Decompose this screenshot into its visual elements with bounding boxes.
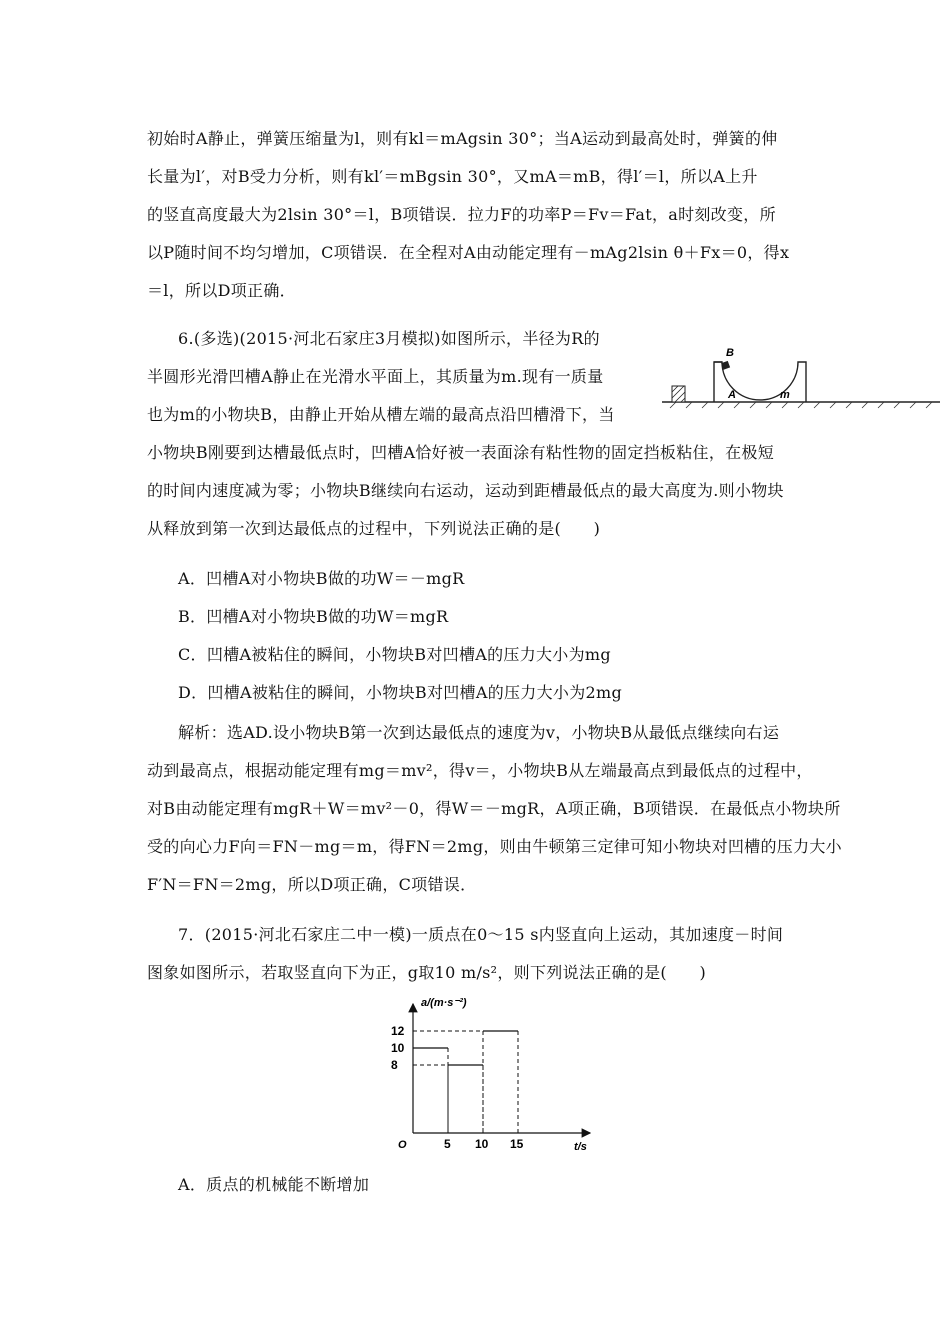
- label-a: A: [728, 389, 736, 401]
- text-line: ＝l，所以D项正确．: [147, 281, 296, 300]
- text-line: 长量为l′，对B受力分析，则有kl′＝mBgsin 30°，又mA＝mB，得l′＝l，所以A上升: [147, 167, 758, 186]
- text-line: 初始时A静止，弹簧压缩量为l，则有kl＝mAgsin 30°；当A运动到最高处时，弹簧的伸: [147, 129, 778, 148]
- text-line: 从释放到第一次到达最低点的过程中，下列说法正确的是( ): [147, 519, 601, 538]
- acceleration-chart-svg: [360, 990, 600, 1150]
- option-b: B．凹槽A对小物块B做的功W＝mgR: [178, 607, 449, 626]
- y-axis-label: a/(m·s⁻²): [421, 997, 467, 1009]
- x-tick-label: 5: [444, 1137, 451, 1150]
- origin-label: O: [398, 1139, 407, 1150]
- x-tick-label: 15: [510, 1137, 524, 1150]
- text-line: 小物块B刚要到达槽最低点时，凹槽A恰好被一表面涂有粘性物的固定挡板粘住，在极短: [147, 443, 775, 462]
- text-line: 解析：选AD.设小物块B第一次到达最低点的速度为v，小物块B从最低点继续向右运: [178, 723, 780, 742]
- label-b: B: [726, 347, 734, 359]
- q7-option-a: A．质点的机械能不断增加: [178, 1175, 370, 1194]
- y-tick-label: 12: [391, 1024, 405, 1038]
- option-d: D．凹槽A被粘住的瞬间，小物块B对凹槽A的压力大小为2mg: [178, 683, 622, 702]
- groove-diagram: [662, 340, 940, 414]
- y-tick-label: 10: [391, 1041, 405, 1055]
- groove-figure: [662, 340, 940, 414]
- text-line: 也为m的小物块B，由静止开始从槽左端的最高点沿凹槽滑下，当: [147, 405, 615, 424]
- text-line: 7．(2015·河北石家庄二中一模)一质点在0～15 s内竖直向上运动，其加速度－时间: [178, 925, 784, 944]
- text-line: 的竖直高度最大为2lsin 30°＝l，B项错误．拉力F的功率P＝Fv＝Fat，a时刻改变，所: [147, 205, 776, 224]
- text-line: 的时间内速度减为零；小物块B继续向右运动，运动到距槽最低点的最大高度为.则小物块: [147, 481, 784, 500]
- text-line: 6.(多选)(2015·河北石家庄3月模拟)如图所示，半径为R的: [178, 329, 600, 348]
- x-tick-label: 10: [475, 1137, 489, 1150]
- text-line: 对B由动能定理有mgR＋W＝mv²－0，得W＝－mgR，A项正确，B项错误．在最低点小物块所: [147, 799, 841, 818]
- y-tick-label: 8: [391, 1058, 398, 1072]
- text-line: 半圆形光滑凹槽A静止在光滑水平面上，其质量为m.现有一质量: [147, 367, 604, 386]
- text-line: 以P随时间不均匀增加，C项错误．在全程对A由动能定理有－mAg2lsin θ＋Fx＝0，得x: [147, 243, 790, 262]
- ground-hatch: [670, 402, 932, 408]
- acceleration-chart: [360, 990, 600, 1150]
- text-line: 动到最高点，根据动能定理有mg＝mv²，得v＝，小物块B从左端最高点到最低点的过程中，: [147, 761, 813, 780]
- x-axis-label: t/s: [574, 1141, 587, 1150]
- text-line: 图象如图所示，若取竖直向下为正，g取10 m/s²，则下列说法正确的是( ): [147, 963, 707, 982]
- option-a: A．凹槽A对小物块B做的功W＝－mgR: [178, 569, 465, 588]
- label-m: m: [780, 389, 790, 401]
- option-c: C．凹槽A被粘住的瞬间，小物块B对凹槽A的压力大小为mg: [178, 645, 611, 664]
- text-line: 受的向心力F向＝FN－mg＝m，得FN＝2mg，则由牛顿第三定律可知小物块对凹槽的压力大小: [147, 837, 842, 856]
- text-line: F′N＝FN＝2mg，所以D项正确，C项错误．: [147, 875, 477, 894]
